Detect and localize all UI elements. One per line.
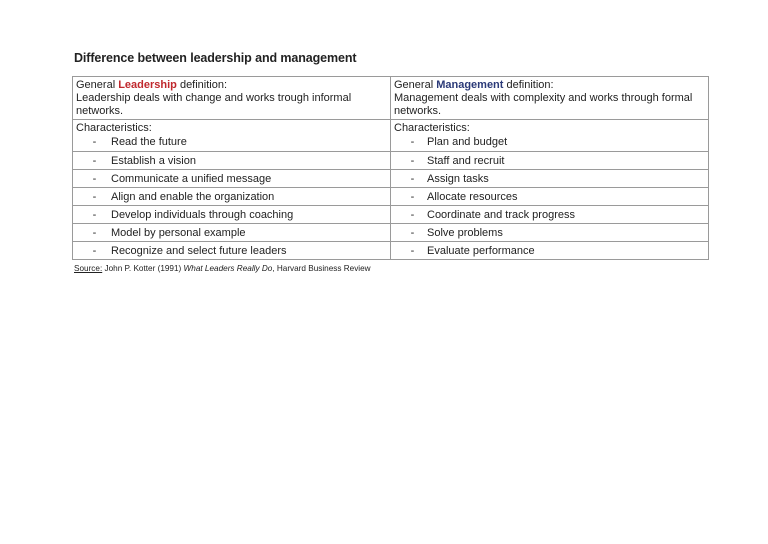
table-row: [73, 170, 709, 188]
bullet-dash: -: [92, 173, 97, 185]
leadership-item: - Align and enable the organization: [73, 188, 391, 206]
characteristics-header-row: [73, 120, 709, 152]
management-keyword: Management: [436, 79, 504, 91]
leadership-item: - Model by personal example: [73, 224, 391, 242]
table-row: [73, 242, 709, 260]
source-work-title: What Leaders Really Do: [183, 264, 273, 273]
source-label: Source:: [74, 264, 103, 273]
bullet-dash: -: [92, 245, 97, 257]
table-row: [73, 188, 709, 206]
table-row: [73, 224, 709, 242]
management-item: - Coordinate and track progress: [391, 206, 709, 224]
leadership-item: - Establish a vision: [73, 152, 391, 170]
bullet-dash: -: [410, 227, 415, 239]
document-title: Difference between leadership and management: [74, 51, 357, 65]
management-item: - Staff and recruit: [391, 152, 709, 170]
bullet-dash: -: [410, 136, 415, 148]
leadership-characteristics-cell: [73, 120, 391, 152]
bullet-dash: -: [92, 209, 97, 221]
bullet-dash: -: [92, 155, 97, 167]
table-row: [73, 206, 709, 224]
management-characteristics-cell: [391, 120, 709, 152]
leadership-characteristics-label: Characteristics:: [76, 122, 152, 134]
leadership-keyword: Leadership: [118, 79, 177, 91]
comparison-table: [72, 76, 709, 260]
bullet-dash: -: [410, 191, 415, 203]
leadership-item: - Recognize and select future leaders: [73, 242, 391, 260]
bullet-dash: -: [410, 173, 415, 185]
management-item: - Plan and budget: [394, 135, 705, 150]
bullet-dash: -: [92, 136, 97, 148]
bullet-dash: -: [92, 191, 97, 203]
leadership-definition-cell: [73, 77, 391, 120]
leadership-item: - Communicate a unified message: [73, 170, 391, 188]
bullet-dash: -: [92, 227, 97, 239]
leadership-definition-text: Leadership deals with change and works trough informal networks.: [76, 92, 352, 117]
bullet-dash: -: [410, 245, 415, 257]
leadership-definition-heading: General Leadership definition:: [76, 79, 228, 91]
management-definition-cell: [391, 77, 709, 120]
management-item: - Assign tasks: [391, 170, 709, 188]
definition-row: [73, 77, 709, 120]
management-characteristics-label: Characteristics:: [394, 122, 470, 134]
source-author: John P. Kotter (1991): [102, 264, 184, 273]
leadership-item: - Develop individuals through coaching: [73, 206, 391, 224]
management-item: - Evaluate performance: [391, 242, 709, 260]
table-row: [73, 152, 709, 170]
management-item: - Allocate resources: [391, 188, 709, 206]
bullet-dash: -: [410, 155, 415, 167]
management-definition-heading: General Management definition:: [394, 79, 554, 91]
source-publisher: , Harvard Business Review: [272, 264, 371, 273]
bullet-dash: -: [410, 209, 415, 221]
management-definition-text: Management deals with complexity and works through formal networks.: [394, 92, 693, 117]
leadership-item: - Read the future: [76, 135, 387, 150]
management-item: - Solve problems: [391, 224, 709, 242]
source-citation: [74, 264, 371, 273]
